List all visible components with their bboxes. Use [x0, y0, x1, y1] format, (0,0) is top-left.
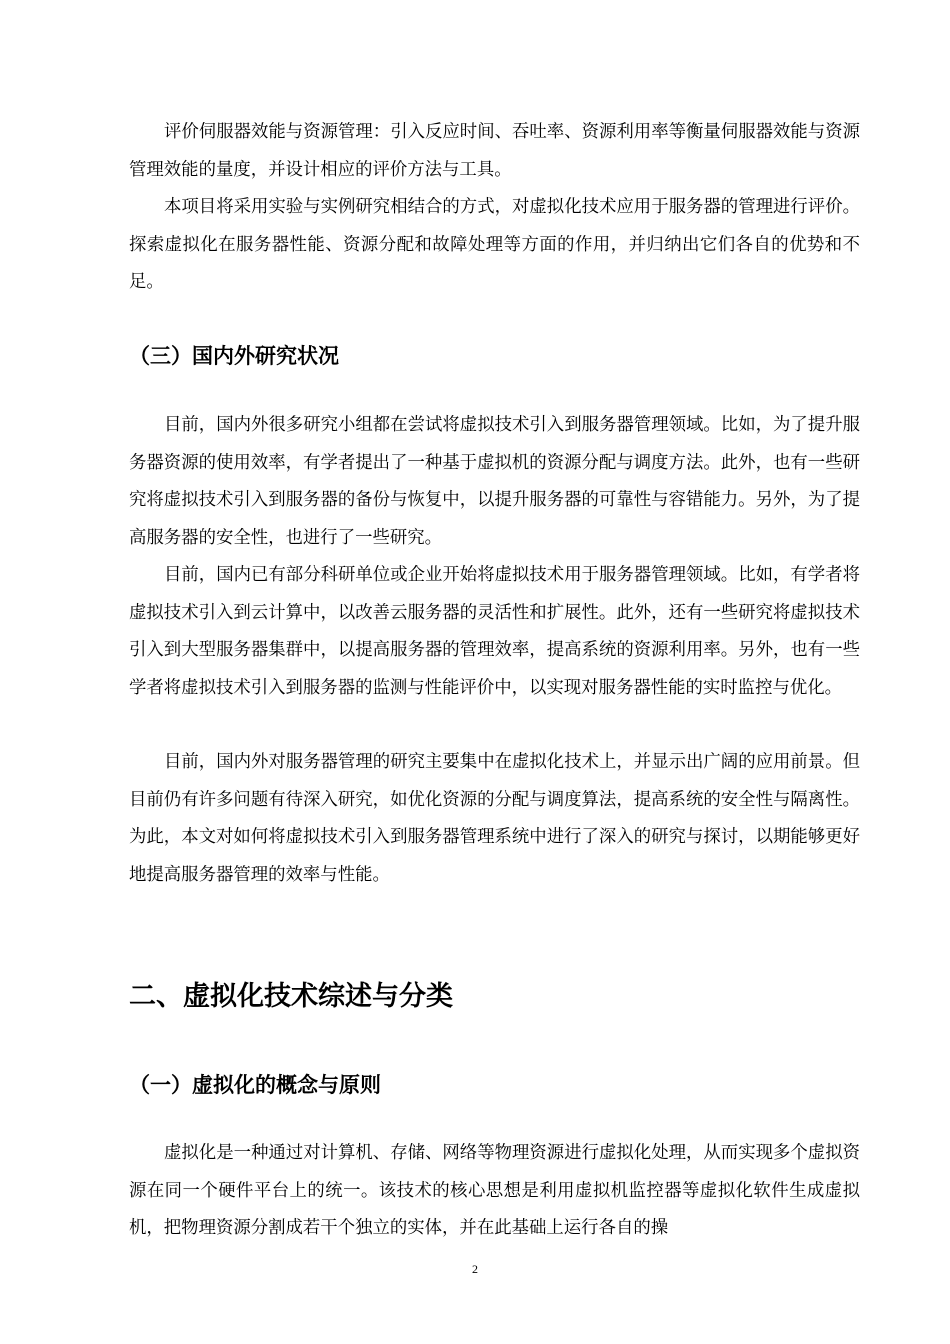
page-number: 2	[472, 1262, 478, 1276]
paragraph-research-status-1: 目前，国内外很多研究小组都在尝试将虚拟技术引入到服务器管理领域。比如，为了提升服务器资源的使用效率，有学者提出了一种基于虚拟机的资源分配与调度方法。此外，也有一些研究将虚拟技术引入到服务器的备份与恢复中，以提升服务器的可靠性与容错能力。另外，为了提高服务器的安全性，也进行了一些研究。	[129, 415, 860, 548]
paragraph-research-status-2: 目前，国内已有部分科研单位或企业开始将虚拟技术用于服务器管理领域。比如，有学者将虚拟技术引入到云计算中，以改善云服务器的灵活性和扩展性。此外，还有一些研究将虚拟技术引入到大型服务器集群中，以提高服务器的管理效率，提高系统的资源利用率。另外，也有一些学者将虚拟技术引入到服务器的监测与性能评价中，以实现对服务器性能的实时监控与优化。	[129, 565, 860, 698]
paragraph-virtualization-concept: 虚拟化是一种通过对计算机、存储、网络等物理资源进行虚拟化处理，从而实现多个虚拟资源在同一个硬件平台上的统一。该技术的核心思想是利用虚拟机监控器等虚拟化软件生成虚拟机，把物理资源分割成若干个独立的实体，并在此基础上运行各自的操	[129, 1143, 860, 1238]
paragraph-project-method: 本项目将采用实验与实例研究相结合的方式，对虚拟化技术应用于服务器的管理进行评价。探索虚拟化在服务器性能、资源分配和故障处理等方面的作用，并归纳出它们各自的优势和不足。	[129, 197, 860, 292]
paragraph-research-status-3: 目前，国内外对服务器管理的研究主要集中在虚拟化技术上，并显示出广阔的应用前景。但目前仍有许多问题有待深入研究，如优化资源的分配与调度算法，提高系统的安全性与隔离性。为此，本文对如何将虚拟技术引入到服务器管理系统中进行了深入的研究与探讨，以期能够更好地提高服务器管理的效率与性能。	[129, 752, 860, 885]
section-heading-virtualization-concept: （一）虚拟化的概念与原则	[129, 1073, 381, 1097]
section-heading-research-status: （三）国内外研究状况	[129, 344, 339, 368]
paragraph-evaluation: 评价伺服器效能与资源管理：引入反应时间、吞吐率、资源利用率等衡量伺服器效能与资源管理效能的量度，并设计相应的评价方法与工具。	[129, 122, 860, 180]
chapter-heading-virtualization-overview: 二、虚拟化技术综述与分类	[129, 981, 453, 1012]
